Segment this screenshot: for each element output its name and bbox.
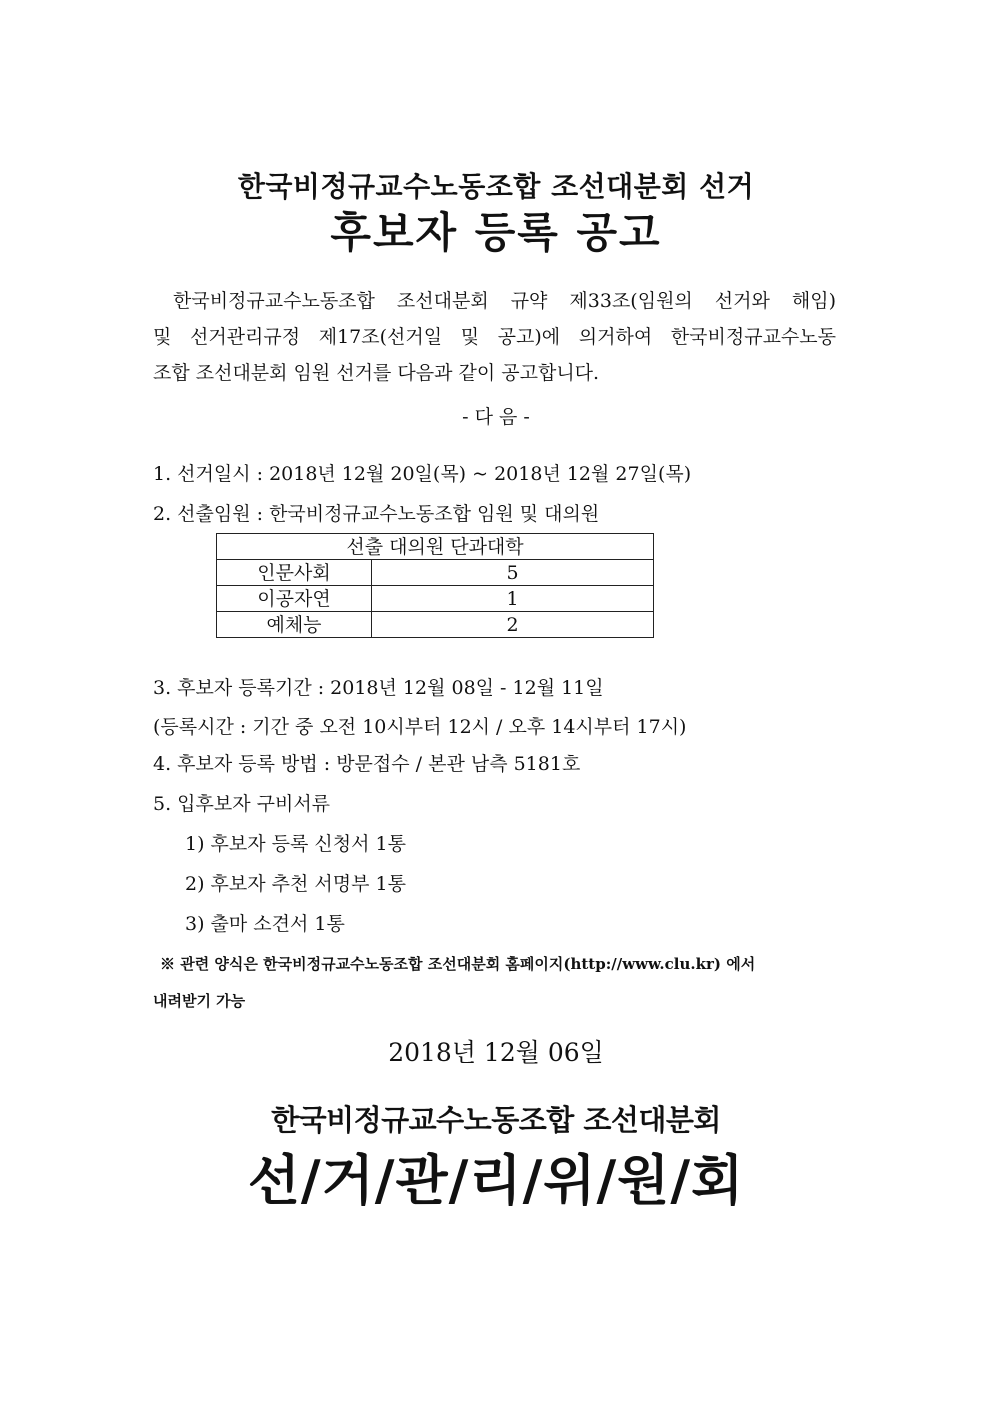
intro-line: 및 선거관리규정 제17조(선거일 및 공고)에 의거하여 한국비정규교수노동 bbox=[153, 326, 836, 348]
document-item: 2) 후보자 추천 서명부 1통 bbox=[185, 873, 406, 895]
item-elected-officers: 2. 선출임원 : 한국비정규교수노동조합 임원 및 대의원 bbox=[153, 503, 600, 525]
college-cell: 이공자연 bbox=[217, 586, 372, 612]
item-registration-period: 3. 후보자 등록기간 : 2018년 12월 08일 - 12월 11일 bbox=[153, 677, 604, 699]
representatives-table bbox=[216, 533, 654, 638]
title-line-1: 한국비정규교수노동조합 조선대분회 선거 bbox=[237, 170, 755, 203]
count-cell: 2 bbox=[372, 612, 654, 638]
election-committee: 선/거/관/리/위/원/회 bbox=[247, 1149, 745, 1212]
announcement-date: 2018년 12월 06일 bbox=[388, 1038, 604, 1067]
forms-note-continued: 내려받기 가능 bbox=[153, 992, 246, 1010]
college-cell: 인문사회 bbox=[217, 560, 372, 586]
document-item: 3) 출마 소견서 1통 bbox=[185, 913, 345, 935]
forms-note: ※ 관련 양식은 한국비정규교수노동조합 조선대분회 홈페이지(http://www.clu.kr) 에서 bbox=[160, 955, 756, 973]
item-election-period: 1. 선거일시 : 2018년 12월 20일(목) ~ 2018년 12월 27일(목) bbox=[153, 463, 692, 485]
college-cell: 예체능 bbox=[217, 612, 372, 638]
document-title: 후보자 등록 공고 bbox=[330, 208, 662, 257]
item-required-documents: 5. 입후보자 구비서류 bbox=[153, 793, 331, 815]
table-row bbox=[217, 586, 654, 612]
document-item: 1) 후보자 등록 신청서 1통 bbox=[185, 833, 406, 855]
item-registration-method: 4. 후보자 등록 방법 : 방문접수 / 본관 남측 5181호 bbox=[153, 753, 581, 775]
count-cell: 5 bbox=[372, 560, 654, 586]
intro-line: 한국비정규교수노동조합 조선대분회 규약 제33조(임원의 선거와 해임) bbox=[173, 290, 836, 312]
intro-line: 조합 조선대분회 임원 선거를 다음과 같이 공고합니다. bbox=[153, 362, 600, 384]
intro-paragraph bbox=[153, 283, 836, 391]
section-marker: - 다 음 - bbox=[462, 406, 530, 428]
organization-name: 한국비정규교수노동조합 조선대분회 bbox=[271, 1103, 721, 1137]
table-header-row bbox=[217, 534, 654, 560]
table-row bbox=[217, 560, 654, 586]
registration-hours: (등록시간 : 기간 중 오전 10시부터 12시 / 오후 14시부터 17시) bbox=[153, 716, 687, 738]
count-cell: 1 bbox=[372, 586, 654, 612]
table-header: 선출 대의원 단과대학 bbox=[217, 534, 654, 560]
table-row bbox=[217, 612, 654, 638]
